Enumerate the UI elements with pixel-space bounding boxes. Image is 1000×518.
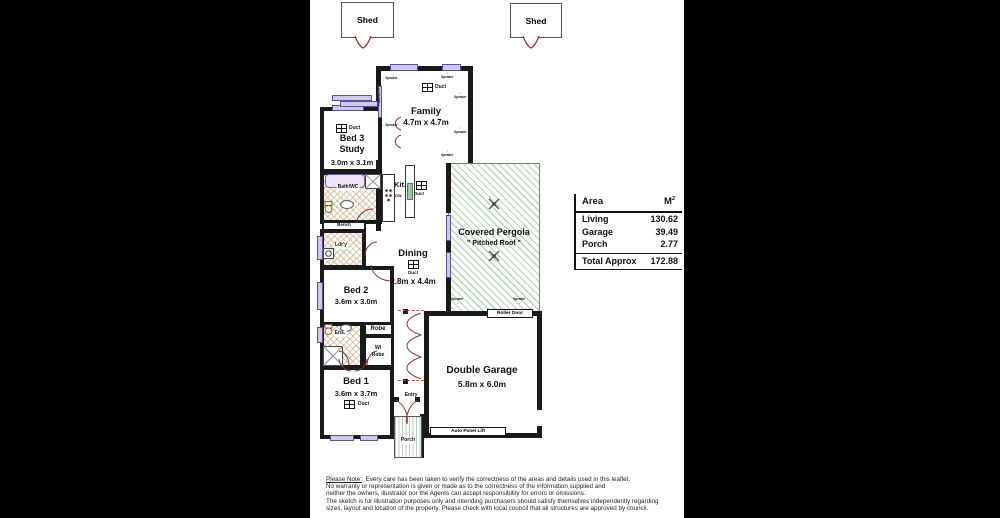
dishwasher-label: DW (395, 193, 402, 198)
entry-double-door-arcs (394, 399, 420, 425)
duct-icon (416, 181, 427, 190)
auto-panel-lift-label: Auto Panel Lift (430, 427, 506, 436)
shed-pointer-icon (522, 36, 540, 49)
floorplan-sheet (310, 0, 684, 518)
ensuite-label: Ens. (334, 330, 346, 336)
wall-dining-pergola-mid (446, 241, 451, 252)
shed-label: Shed (525, 15, 547, 26)
bed3-size: 3.0m x 3.1m (330, 158, 374, 167)
speaker-icon: ○ (459, 91, 462, 95)
table-rule (574, 253, 682, 255)
duct-icon (336, 124, 347, 133)
speaker-marker: Speaker ↓ (451, 297, 464, 305)
arrow-down-icon: ↓ (456, 300, 458, 305)
door-arc (354, 358, 368, 372)
sliding-door (446, 215, 451, 241)
disclaimer-label: Please Note: (326, 476, 363, 483)
toilet-icon (324, 201, 333, 213)
basin-icon (340, 200, 354, 209)
table-rule (574, 269, 682, 271)
bath-wc-label: Bath/WC (337, 184, 359, 190)
laundry-label: Ldr'y (334, 242, 348, 248)
wi-robe-label: WI Robe (371, 345, 385, 358)
table-row-value: 39.49 (655, 226, 678, 237)
dining-size: 2.8m x 4.4m (390, 277, 436, 286)
table-row-label: Porch (582, 239, 608, 249)
bed2-size: 3.6m x 3.0m (334, 297, 378, 306)
porch-label: Porch (400, 437, 416, 443)
duct-label: Duct (408, 270, 418, 275)
bifold-doors-zigzag (406, 313, 422, 379)
bed3-label: Bed 3 (339, 133, 365, 143)
speaker-icon: ○ (446, 71, 449, 75)
opening-dashed-line (398, 380, 424, 381)
window (317, 282, 323, 310)
robe-label: Robe (370, 326, 386, 332)
table-rule (574, 211, 682, 213)
area-table (568, 194, 682, 270)
garage-side-door-gap (537, 410, 542, 426)
speaker-icon: ○ (446, 149, 449, 153)
window (390, 64, 418, 71)
door-arc (364, 241, 378, 257)
speaker-marker: Speaker ↓ (513, 297, 526, 305)
garage-label: Double Garage (446, 365, 518, 376)
pergola-subtitle: " Pitched Roof " (467, 240, 521, 247)
window (317, 327, 323, 343)
toilet-icon (324, 324, 333, 335)
speaker-marker: ○ Speaker (441, 149, 454, 157)
family-label: Family (410, 106, 442, 117)
duct-label: Duct (414, 191, 424, 196)
speaker-marker: ←Speaker (382, 76, 398, 80)
speaker-marker: ○ Speaker (454, 126, 467, 134)
window (330, 435, 354, 441)
disclaimer (326, 476, 674, 512)
bench-label: Bench (337, 222, 351, 227)
table-rule-vertical (574, 194, 576, 270)
table-row-label: Garage (582, 226, 614, 237)
arrow-down-icon: ↓ (518, 300, 520, 305)
table-total-label: Total Approx (582, 255, 637, 266)
disclaimer-line: No warranty or representation is given or made as to the correctness of the information supplied and (326, 483, 606, 491)
window (442, 64, 461, 71)
kitchen-label: Kit. (394, 180, 407, 189)
door-arc (356, 208, 374, 224)
outdoor-bench-furniture (340, 101, 378, 107)
table-header-area: Area (582, 196, 604, 207)
dining-label: Dining (398, 248, 428, 259)
duct-icon (344, 400, 355, 409)
window (360, 435, 378, 441)
disclaimer-line: neither the owners, illustrator nor the Agents can accept responsibility for errors or omissions. (326, 490, 586, 498)
door-arc (392, 134, 402, 149)
pergola-label: Covered Pergola (458, 227, 530, 237)
shed-label: Shed (357, 15, 378, 25)
speaker-marker: ←Speaker (382, 123, 398, 127)
area-covered-pergola (448, 163, 540, 314)
table-row-value: 130.62 (650, 214, 678, 224)
duct-icon (422, 83, 433, 92)
ceiling-fan-icon (487, 197, 501, 211)
table-row-value: 2.77 (660, 239, 678, 249)
duct-label: Duct (358, 401, 370, 407)
wall-dining-pergola-top (446, 163, 451, 213)
speaker-icon: ○ (459, 126, 462, 130)
duct-label: Duct (435, 84, 447, 90)
speaker-marker: ○ Speaker (441, 71, 454, 79)
bed1-label: Bed 1 (343, 376, 369, 387)
sliding-door (446, 252, 451, 278)
family-size: 4.7m x 4.7m (403, 118, 449, 127)
table-row-label: Living (582, 214, 609, 224)
wall-dining-pergola-bottom (446, 278, 451, 314)
bed2-label: Bed 2 (343, 285, 369, 295)
wall-kitchen-left (376, 160, 381, 231)
shed-pointer-icon (354, 36, 372, 49)
disclaimer-line: sizes, layout and location of the property. Please check with local council that all structures are approved by council. (326, 504, 649, 512)
table-total-value: 172.88 (650, 255, 678, 266)
kitchen-sink (407, 183, 413, 200)
disclaimer-line: The sketch is for illustration purposes only and intending purchasers should satisfy themselves independently regarding (326, 497, 659, 505)
arrow-left-icon: ← (382, 123, 386, 127)
garage-size: 5.8m x 6.0m (457, 379, 507, 389)
study-label: Study (339, 144, 365, 154)
bed1-size: 3.6m x 3.7m (334, 389, 378, 398)
opening-dashed-line (398, 310, 424, 311)
door-arc (370, 264, 392, 282)
shed-callout-1 (341, 2, 394, 38)
door-arc (338, 358, 352, 372)
entry-label: Entry (404, 392, 418, 398)
roller-door-label: Roller Door (487, 309, 533, 318)
speaker-marker: ○ Speaker (454, 91, 467, 99)
duct-label: Duct (349, 125, 361, 131)
washing-machine-icon (323, 248, 334, 259)
disclaimer-line: Please Note: Every care has been taken to verify the correctness of the areas and details used in this leaflet. (326, 476, 631, 483)
ceiling-fan-icon (487, 249, 501, 263)
duct-icon (408, 260, 419, 269)
plasma-tv-label: Plasma TV (377, 88, 381, 106)
shower-icon (365, 174, 381, 189)
arrow-left-icon: ← (382, 76, 386, 80)
shed-callout-2 (510, 3, 562, 38)
stove-cooktop-icon (384, 188, 393, 203)
table-header-unit: $M^2$ (664, 196, 676, 208)
